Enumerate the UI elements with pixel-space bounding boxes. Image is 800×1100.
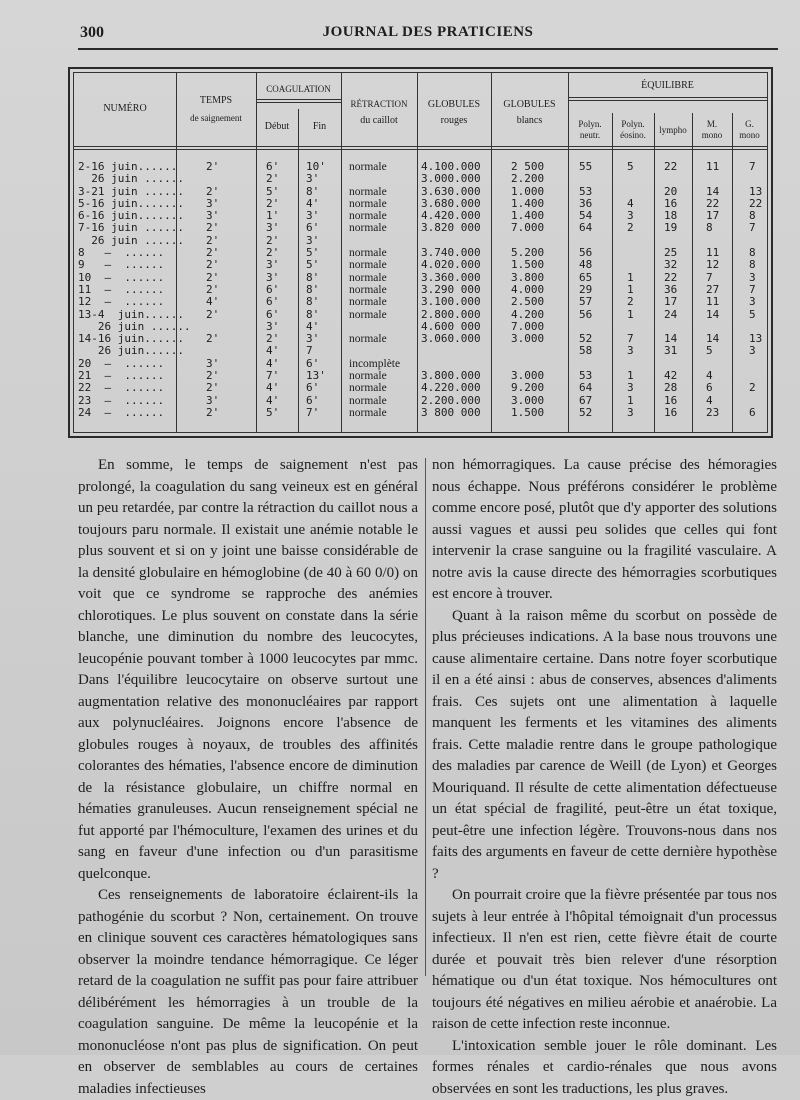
header-temps-sub: de saignement xyxy=(176,113,256,124)
header-gmono-sub: mono xyxy=(732,130,767,141)
paragraph: Ces renseignements de laboratoire éclairent-ils la pathogénie du scorbut ? Non, certainement. On trouve en clinique souvent ces caractères hématologiques sans observer la moindre tendance hémorragique. Ce léger retard de la coagulation ne suffit pas pour faire attribuer délibérément les hémorragies à un trouble de la coagulation sanguine. De même la leucopénie et la mononucléose n'ont pas plus de signification. On peut en observer de semblables au cours de certaines maladies infectieuses xyxy=(78,885,418,1100)
right-text-column xyxy=(432,455,777,1100)
header-temps: TEMPS xyxy=(176,95,256,107)
column-retraction: normale normale normale normale normale normale normale normale normale normale normale normale incomplète normale normale normale normale xyxy=(349,161,400,419)
column-mono: 11 14 22 17 8 11 12 7 27 11 14 14 5 4 6 4 23 xyxy=(706,161,719,419)
header-polyn-eosino: Polyn. xyxy=(612,119,654,130)
header-mono-sub: mono xyxy=(692,130,732,141)
row-rule xyxy=(568,97,767,98)
header-equilibre: ÉQUILIBRE xyxy=(568,80,767,92)
row-rule xyxy=(74,146,767,147)
col-rule xyxy=(732,113,733,432)
paragraph: En somme, le temps de saignement n'est pas prolongé, la coagulation du sang veineux est en général un peu retardée, par contre la rétraction du caillot nous a toujours paru normale. Il existait une anémie notable le plus souvent et si on y joint une baisse considérable de la densité globulaire en hémoglobine (de 40 à 60 0/0) on voit que ce syndrome se rapproche des anémies chlorotiques. Le plus souvent on constate dans la série blanche, une diminution du nombre des leucocytes, leucopénie pouvant tomber à 1000 leucocytes par mmc. Dans l'équilibre leucocytaire on observe surtout une augmentation relative des mononucléaires par rapport aux polynucléaires. Joignons encore l'absence de globules rouges à noyaux, de troubles des affinités colorantes des hématies, l'absence encore de diminution de la résistance globulaire, un chiffre normal en hématies granuleuses. Aucun renseignement spécial ne fut apporté par l'hémoculture, l'examen des urines et du sang en faveur d'une infection ou d'un parasitisme quelconque. xyxy=(78,455,418,885)
header-mono: M. xyxy=(692,119,732,130)
column-lympho: 22 20 16 18 19 25 32 22 36 17 24 14 31 42 28 16 16 xyxy=(664,161,677,419)
page-header xyxy=(78,22,778,50)
left-text-column xyxy=(78,455,418,1100)
column-divider xyxy=(425,458,426,976)
column-globules-rouges: 4.100.000 3.000.000 3.630.000 3.680.000 4.420.000 3.820 000 3.740.000 4.020.000 3.360.000 3.290 000 3.100.000 2.800.000 4.600 000 3.060.000 3.800.000 4.220.000 2.200.000 3 800 000 xyxy=(421,161,481,419)
table-frame xyxy=(73,72,768,433)
header-coagulation: COAGULATION xyxy=(256,84,341,95)
column-temps: 2' 2' 3' 3' 2' 2' 2' 2' 2' 2' 4' 2' 2' 3' 2' 2' 3' 2' xyxy=(206,161,219,419)
header-globules-rouges-sub: rouges xyxy=(417,115,491,127)
header-globules-blancs: GLOBULES xyxy=(491,99,568,111)
column-fin: 10' 3' 8' 4' 3' 6' 3' 5' 5' 8' 8' 8' 8' 4' 3' 7 6' 13' 6' 6' 7' xyxy=(306,161,326,419)
col-rule xyxy=(692,113,693,432)
paragraph: Quant à la raison même du scorbut on possède de plus précieuses indications. A la base nous trouvons une cause alimentaire certaine. Dans notre foyer scorbutique il en a été ainsi : abus de conserves, absences d'aliments frais. Ces sujets ont une alimentation à laquelle manquent les ferments et les vitamines des aliments frais. Cette maladie rentre dans le groupe pathologique des maladies par carence de Weill (de Lyon) et Georges Mouriquand. Il résulte de cette alimentation défectueuse un état spécial de fragilité, peut-être un état toxique, peut-être une infection légère. Trouvons-nous dans nos faits des arguments en faveur de cette dernière hypothèse ? xyxy=(432,606,777,886)
header-polyn-neutr: Polyn. xyxy=(568,119,612,130)
paragraph: On pourrait croire que la fièvre présentée par tous nos sujets à leur entrée à l'hôpital témoignait d'un processus infectieux. Il n'en est rien, cette fièvre était de courte durée et pouvait très bien relever d'une résorption hématique ou d'un état toxique. Nos hémocultures ont toujours été négatives en milieu aérobie et anaérobie. La raison de cette infection reste inconnue. xyxy=(432,885,777,1036)
column-debut: 6' 2' 5' 2' 1' 3' 2' 2' 3' 3' 6' 6' 6' 3' 2' 4' 4' 7' 4' 4' 5' xyxy=(266,161,279,419)
row-rule xyxy=(256,102,341,103)
col-rule xyxy=(298,109,299,432)
header-retraction-sub: du caillot xyxy=(341,115,417,127)
column-numero: 2-16 juin...... 26 juin ...... 3-21 juin ...... 5-16 juin....... 6-16 juin....... 7-16 juin ...... 26 juin ...... 8 — ...... 9 — ...... 10 — ...... 11 — ...... 12 — ...... 13-4 juin...... 26 juin ...... 14-16 juin...... 26 juin...... 20 — ...... 21 — ...... 22 — ...... 23 — ...... 24 — ...... xyxy=(78,161,191,419)
row-rule xyxy=(74,149,767,150)
header-debut: Début xyxy=(256,121,298,133)
page-number: 300 xyxy=(80,24,104,42)
header-numero: NUMÉRO xyxy=(74,103,176,115)
header-globules-rouges: GLOBULES xyxy=(417,99,491,111)
column-polyn-eosino: 5 4 3 2 1 1 2 1 7 3 1 3 1 3 xyxy=(627,161,634,419)
col-rule xyxy=(612,113,613,432)
header-fin: Fin xyxy=(298,121,341,133)
row-rule xyxy=(256,99,341,100)
col-rule xyxy=(654,113,655,432)
paragraph: L'intoxication semble jouer le rôle dominant. Les formes rénales et cardio-rénales que nous avons observées en sont les traductions, les plus graves. xyxy=(432,1036,777,1100)
header-polyn-neutr-sub: neutr. xyxy=(568,130,612,141)
row-rule xyxy=(568,100,767,101)
header-lympho: lympho xyxy=(654,125,692,136)
header-globules-blancs-sub: blancs xyxy=(491,115,568,127)
header-retraction: RÉTRACTION xyxy=(341,99,417,110)
column-globules-blancs: 2 500 2.200 1.000 1.400 1.400 7.000 5.200 1.500 3.800 4.000 2.500 4.200 7.000 3.000 3.000 9.200 3.000 1.500 xyxy=(511,161,544,419)
blood-data-table xyxy=(68,67,773,438)
header-gmono: G. xyxy=(732,119,767,130)
paragraph: non hémorragiques. La cause précise des hémoragies nous échappe. Nous préférons considérer le problème comme encore posé, plutôt que d'y apporter des solutions aussi vagues et aussi peu solides que celles qui font intervenir la crase sanguine ou la fragilité vasculaire. A notre avis la cause directe des hémorragies scorbutiques est encore à trouver. xyxy=(432,455,777,606)
header-polyn-eosino-sub: éosino. xyxy=(612,130,654,141)
column-polyn-neutr: 55 53 36 54 64 56 48 65 29 57 56 52 58 53 64 67 52 xyxy=(579,161,592,419)
column-gmono: 7 13 22 8 7 8 8 3 7 3 5 13 3 2 6 xyxy=(749,161,762,419)
journal-title: JOURNAL DES PRATICIENS xyxy=(78,24,778,41)
